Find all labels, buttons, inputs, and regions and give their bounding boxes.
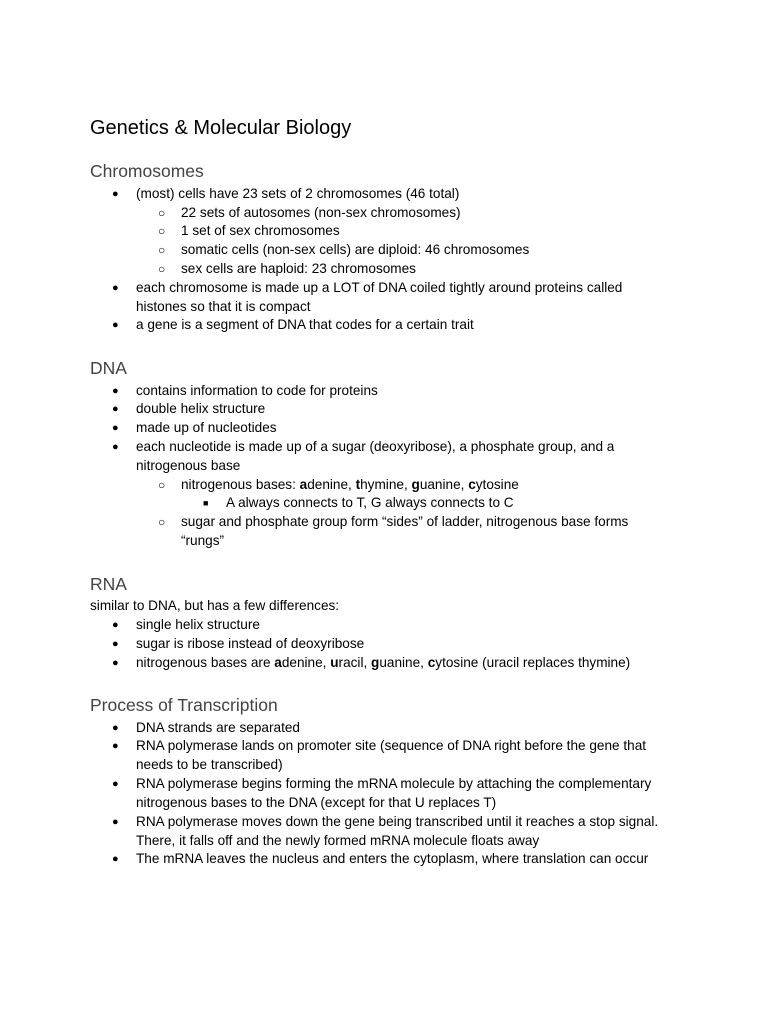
bullet-filled-icon: ● [112,657,119,669]
bullet-filled-icon: ● [112,422,119,434]
list-item: RNA polymerase lands on promoter site (sequence of DNA right before the gene that [136,738,647,753]
list-item: a gene is a segment of DNA that codes for a certain trait [136,317,474,332]
list-item-continuation: nitrogenous base [136,458,241,473]
list-item-continuation: needs to be transcribed) [136,757,283,772]
list-item: sugar and phosphate group form “sides” of ladder, nitrogenous base forms [181,514,629,529]
bullet-filled-icon: ● [112,722,119,734]
bullet-filled-icon: ● [112,853,119,865]
section-heading-rna: RNA [90,574,127,594]
bullet-filled-icon: ● [112,385,119,397]
bullet-filled-icon: ● [112,403,119,415]
list-item: (most) cells have 23 sets of 2 chromosomes (46 total) [136,186,460,201]
list-item-continuation: There, it falls off and the newly formed mRNA molecule floats away [136,833,540,848]
list-item: DNA strands are separated [136,720,300,735]
list-item-bases-dna: nitrogenous bases: adenine, thymine, guanine, cytosine [181,477,519,492]
bullet-hollow-icon: ○ [158,262,166,276]
bullet-filled-icon: ● [112,188,119,200]
bullet-filled-icon: ● [112,778,119,790]
section-heading-chromosomes: Chromosomes [90,161,204,181]
bullet-hollow-icon: ○ [158,515,166,529]
list-item: RNA polymerase begins forming the mRNA molecule by attaching the complementary [136,776,652,791]
list-item: RNA polymerase moves down the gene being transcribed until it reaches a stop signal. [136,814,659,829]
list-item-continuation: nitrogenous bases to the DNA (except for that U replaces T) [136,795,497,810]
bullet-square-icon: ■ [203,498,209,508]
list-item: each nucleotide is made up of a sugar (deoxyribose), a phosphate group, and a [136,439,615,454]
list-item: somatic cells (non-sex cells) are diploid: 46 chromosomes [181,242,530,257]
list-item: sugar is ribose instead of deoxyribose [136,636,365,651]
list-item: 22 sets of autosomes (non-sex chromosomes) [181,205,461,220]
list-item: The mRNA leaves the nucleus and enters the cytoplasm, where translation can occur [136,851,649,866]
list-item-continuation: “rungs” [181,533,225,548]
bullet-filled-icon: ● [112,441,119,453]
bullet-filled-icon: ● [112,638,119,650]
bullet-filled-icon: ● [112,282,119,294]
list-item-continuation: histones so that it is compact [136,299,311,314]
list-item: double helix structure [136,401,266,416]
bullet-filled-icon: ● [112,319,119,331]
bullet-hollow-icon: ○ [158,224,166,238]
list-item: contains information to code for proteins [136,383,378,398]
bullet-filled-icon: ● [112,619,119,631]
list-item: A always connects to T, G always connects to C [226,495,514,510]
bullet-filled-icon: ● [112,740,119,752]
list-item-bases-rna: nitrogenous bases are adenine, uracil, guanine, cytosine (uracil replaces thymine) [136,655,631,670]
list-item: each chromosome is made up a LOT of DNA coiled tightly around proteins called [136,280,623,295]
bullet-filled-icon: ● [112,816,119,828]
section-heading-dna: DNA [90,358,127,378]
bullet-hollow-icon: ○ [158,478,166,492]
list-item: sex cells are haploid: 23 chromosomes [181,261,416,276]
list-item: made up of nucleotides [136,420,277,435]
section-heading-transcription: Process of Transcription [90,695,278,715]
document-title: Genetics & Molecular Biology [90,117,352,139]
list-item: 1 set of sex chromosomes [181,223,340,238]
bullet-hollow-icon: ○ [158,243,166,257]
bullet-hollow-icon: ○ [158,206,166,220]
section-intro: similar to DNA, but has a few differences: [90,598,340,613]
list-item: single helix structure [136,617,260,632]
